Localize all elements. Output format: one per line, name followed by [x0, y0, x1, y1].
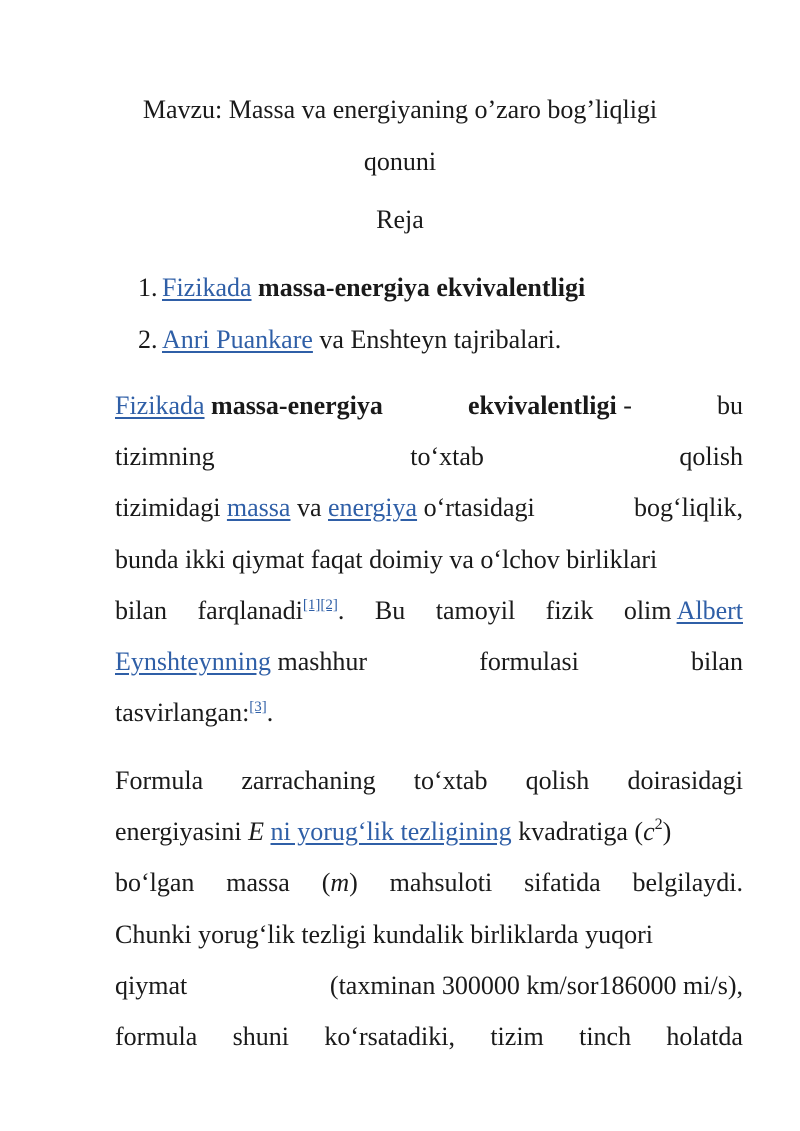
paragraph-line	[115, 909, 743, 960]
paragraph-line	[115, 585, 743, 636]
plan-item-2	[138, 314, 585, 366]
footnote-ref-3[interactable]: [3]	[249, 699, 267, 716]
dash: -	[623, 391, 632, 420]
plan-item-text: va Enshteyn tajribalari.	[319, 325, 562, 354]
link-massa[interactable]: massa	[226, 493, 291, 523]
link-anri-puankare[interactable]: Anri Puankare	[162, 325, 313, 354]
paragraph-line	[115, 857, 743, 908]
link-fizikada[interactable]: Fizikada	[162, 273, 252, 302]
link-albert[interactable]: Albert	[676, 595, 743, 625]
footnote-ref-1[interactable]: [1]	[302, 596, 321, 613]
word: tizimidagi	[115, 493, 221, 523]
punctuation: .	[266, 698, 274, 728]
word: kvadratiga (	[518, 817, 644, 847]
paragraph-line	[115, 960, 743, 1011]
paragraph-2	[115, 755, 743, 1062]
word: bilan	[690, 647, 743, 677]
word: sifatida	[524, 868, 601, 898]
paragraph-line	[115, 687, 743, 738]
symbol-c: c	[643, 817, 655, 847]
word: tizim	[490, 1022, 544, 1052]
word: o‘rtasidagi	[423, 493, 535, 523]
word: fizik	[545, 595, 594, 625]
paragraph-line	[115, 380, 743, 431]
link-light-speed[interactable]: ni yorug‘lik tezligining	[270, 817, 512, 847]
word: to‘xtab	[410, 442, 484, 472]
word: doirasidagi	[627, 766, 743, 795]
bold-term: ekvivalentligi	[467, 391, 617, 420]
word: shuni	[232, 1022, 289, 1052]
paragraph-line	[115, 534, 743, 585]
word: zarrachaning	[241, 766, 376, 795]
punctuation: )	[349, 868, 358, 898]
word: qolish	[525, 766, 590, 795]
word: to‘xtab	[413, 766, 488, 795]
paragraph-line	[115, 1011, 743, 1062]
word: farqlanadi	[197, 595, 303, 625]
bold-term: massa-energiya	[211, 391, 383, 420]
exponent: 2	[654, 816, 663, 834]
page-title	[60, 84, 740, 188]
link-energiya[interactable]: energiya	[328, 493, 418, 523]
word: bilan	[115, 595, 167, 625]
word: qolish	[679, 442, 743, 472]
link-eynshteynning[interactable]: Eynshteynning	[115, 647, 271, 677]
punctuation: (	[321, 868, 331, 898]
plan-heading: Reja	[376, 205, 424, 234]
plan-list	[138, 262, 585, 366]
word: energiyasini	[115, 817, 242, 847]
footnote-ref-2[interactable]: [2]	[320, 596, 338, 613]
paragraph-line	[115, 482, 743, 533]
word: tamoyil	[435, 595, 516, 625]
word: Bu	[374, 595, 406, 625]
word: tinch	[579, 1022, 632, 1052]
plan-item-number: 2.	[138, 325, 158, 354]
text-line: Chunki yorug‘lik tezligi kundalik birliklarda yuqori	[115, 919, 653, 949]
word: va	[296, 493, 322, 523]
paragraph-line	[115, 431, 743, 482]
symbol-m: m	[330, 868, 350, 898]
word: massa	[226, 868, 290, 898]
word: belgilaydi.	[632, 868, 743, 898]
punctuation: .	[337, 595, 345, 625]
word: tasvirlangan:	[115, 698, 250, 728]
word: Formula	[115, 766, 204, 795]
link-fizikada[interactable]: Fizikada	[115, 391, 205, 420]
plan-item-number: 1.	[138, 273, 158, 302]
plan-item-bold: massa-energiya ekvivalentligi	[258, 273, 586, 302]
paragraph-line	[115, 806, 743, 857]
word: formula	[115, 1022, 198, 1052]
word: bog‘liqlik,	[633, 493, 743, 523]
word: holatda	[666, 1022, 743, 1052]
word: olim	[623, 595, 672, 625]
text-line: bunda ikki qiymat faqat doimiy va o‘lchov birliklari	[115, 544, 658, 574]
symbol-e: E	[248, 817, 264, 847]
title-line-2: qonuni	[363, 147, 437, 176]
word: (taxminan 300000 km/sor186000 mi/s),	[329, 970, 743, 1000]
paragraph-line	[115, 755, 743, 806]
word: tizimning	[115, 442, 215, 472]
word: bo‘lgan	[115, 868, 195, 898]
word: ko‘rsatadiki,	[324, 1022, 455, 1052]
word: bu	[717, 391, 743, 420]
title-line-1: Mavzu: Massa va energiyaning o’zaro bog’liqligi	[142, 95, 658, 124]
word: mashhur	[277, 647, 368, 677]
plan-item-1	[138, 262, 585, 314]
word: formulasi	[479, 647, 579, 677]
word: mahsuloti	[389, 868, 493, 898]
paragraph-1	[115, 380, 743, 738]
punctuation: )	[662, 817, 672, 847]
paragraph-line	[115, 636, 743, 687]
word: qiymat	[115, 970, 188, 1000]
